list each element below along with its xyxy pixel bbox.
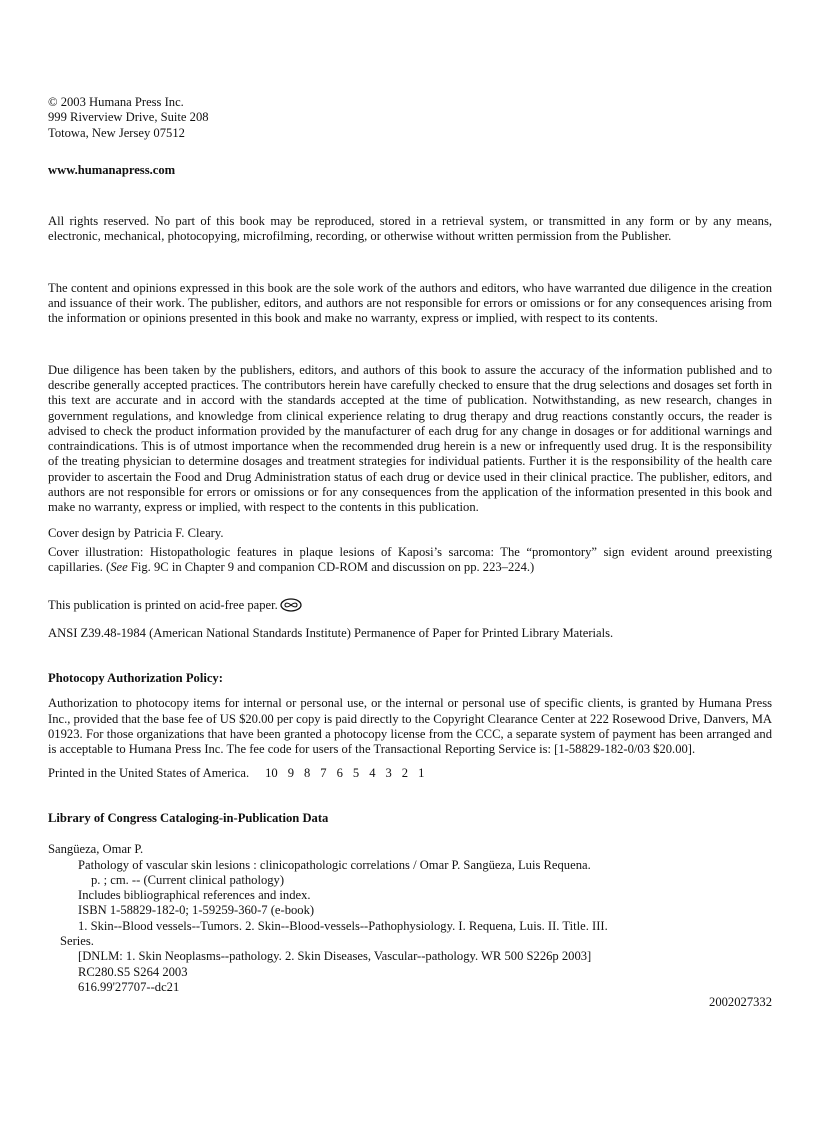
publisher-block xyxy=(48,95,772,141)
cip-dewey-number: 616.99'27707--dc21 xyxy=(78,979,180,994)
address-line-1: 999 Riverview Drive, Suite 208 xyxy=(48,110,209,125)
cip-lc-call-number: RC280.S5 S264 2003 xyxy=(78,964,188,979)
acid-free-note: This publication is printed on acid-free paper. xyxy=(48,598,772,616)
ansi-standard-note: ANSI Z39.48-1984 (American National Standards Institute) Permanence of Paper for Printed Library Materials. xyxy=(48,625,614,640)
infinity-circle-icon xyxy=(280,598,302,616)
due-diligence-paragraph: Due diligence has been taken by the publishers, editors, and authors of this book to assure the accuracy of the information published and to describe generally accepted practices. The contributors herein have carefully checked to ensure that the drug selections and dosages set forth in this text are accurate and in accord with the standards accepted at the time of publication. Notwithstanding, as new research, changes in government regulations, and knowledge from clinical experience relating to drug therapy and drug reactions constantly occurs, the reader is advised to check the product information provided by the manufacturer of each drug for any change in dosages or for additional warnings and contraindications. This is of utmost importance when the recommended drug herein is a new or infrequently used drug. It is the responsibility of the treating physician to determine dosages and treatment strategies for individual patients. Further it is the responsibility of the health care provider to ascertain the Food and Drug Administration status of each drug or device used in their clinical practice. The publisher, editors, and authors are not responsible for errors or omissions or for any consequences from the application of the information presented in this book and make no warranty, express or implied, with respect to the contents in this publication. xyxy=(48,362,772,515)
cip-notes: Includes bibliographical references and index. xyxy=(78,888,311,903)
cip-series: Series. xyxy=(60,933,94,948)
cip-physical-description: p. ; cm. -- (Current clinical pathology) xyxy=(91,872,285,887)
photocopy-policy-body: Authorization to photocopy items for internal or personal use, or the internal or personal use of specific clients, is granted by Humana Press Inc., provided that the base fee of US $20.00 per copy is paid directly to the Copyright Clearance Center at 222 Rosewood Drive, Danvers, MA 01923. For those organizations that have been granted a photocopy license from the CCC, a separate system of payment has been arranged and is acceptable to Humana Press Inc. The fee code for users of the Transactional Reporting Service is: [1-58829-182-0/03 $20.00]. xyxy=(48,696,772,757)
publisher-website-link[interactable]: www.humanapress.com xyxy=(48,162,176,177)
copyright-page xyxy=(48,95,772,1010)
cip-author: Sangüeza, Omar P. xyxy=(48,842,144,857)
photocopy-policy-heading: Photocopy Authorization Policy: xyxy=(48,671,223,686)
cip-dnlm: [DNLM: 1. Skin Neoplasms--pathology. 2. Skin Diseases, Vascular--pathology. WR 500 S226p 2003] xyxy=(78,949,592,964)
content-disclaimer-paragraph: The content and opinions expressed in this book are the sole work of the authors and editors, who have warranted due diligence in the creation and issuance of their work. The publisher, editors, and authors are not responsible for errors or omissions or for any consequences arising from the information or opinions presented in this book and make no warranty, express or implied, with respect to its contents. xyxy=(48,280,772,326)
cover-illustration-credit: Cover illustration: Histopathologic features in plaque lesions of Kaposi’s sarcoma: The “promontory” sign evident around preexisting capillaries. (See Fig. 9C in Chapter 9 and companion CD-ROM and discussion on pp. 223–224.) xyxy=(48,544,772,575)
cip-title: Pathology of vascular skin lesions : clinicopathologic correlations / Omar P. Sangüeza, Luis Requena. xyxy=(78,857,591,872)
address-line-2: Totowa, New Jersey 07512 xyxy=(48,125,185,140)
cover-design-credit: Cover design by Patricia F. Cleary. xyxy=(48,525,224,540)
cip-heading: Library of Congress Cataloging-in-Publication Data xyxy=(48,810,329,825)
printing-number-line: 10 9 8 7 6 5 4 3 2 1 xyxy=(265,765,425,780)
cip-subjects: 1. Skin--Blood vessels--Tumors. 2. Skin--Blood-vessels--Pathophysiology. I. Requena, Luis. II. Title. III. xyxy=(78,918,608,933)
cip-record xyxy=(48,842,772,1010)
copyright-line: © 2003 Humana Press Inc. xyxy=(48,95,184,109)
cip-isbn: ISBN 1-58829-182-0; 1-59259-360-7 (e-book) xyxy=(78,903,315,918)
rights-paragraph: All rights reserved. No part of this book may be reproduced, stored in a retrieval system, or transmitted in any form or by any means, electronic, mechanical, photocopying, microfilming, recording, or otherwise without written permission from the Publisher. xyxy=(48,214,772,244)
printing-line: Printed in the United States of America. 10 9 8 7 6 5 4 3 2 1 xyxy=(48,765,425,780)
cip-lccn: 2002027332 xyxy=(709,995,772,1010)
